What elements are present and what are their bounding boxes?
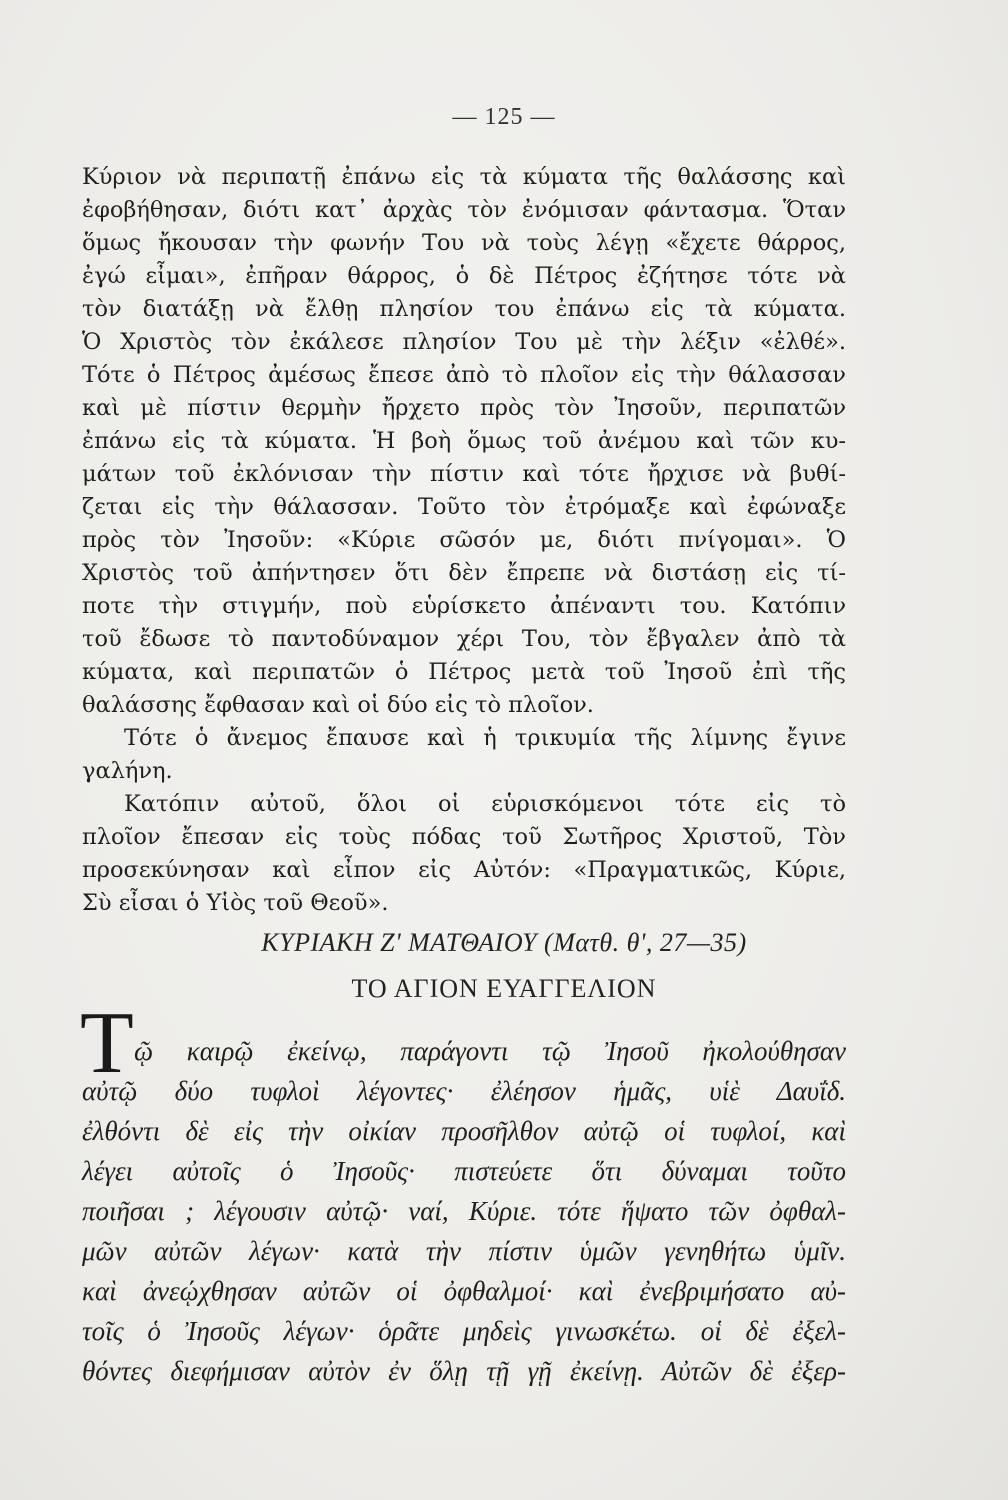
text-line: πρὸς τὸν Ἰησοῦν: «Κύριε σῶσόν με, διότι πνίγομαι». Ὁ xyxy=(82,527,846,553)
gospel-line: καὶ ἀνεῴχθησαν αὐτῶν οἱ ὀφθαλμοί· καὶ ἐνεβριμήσατο αὐ- xyxy=(82,1276,846,1306)
text-line: Τότε ὁ Πέτρος ἀμέσως ἔπεσε ἀπὸ τὸ πλοῖον εἰς τὴν θάλασσαν xyxy=(82,362,846,388)
gospel-line: ἐλθόντι δὲ εἰς τὴν οἰκίαν προσῆλθον αὐτῷ οἱ τυφλοί, καὶ xyxy=(82,1116,846,1146)
text-line: ζεται εἰς τὴν θάλασσαν. Τοῦτο τὸν ἐτρόμαξε καὶ ἐφώναξε xyxy=(82,494,846,520)
text-line: Τότε ὁ ἄνεμος ἔπαυσε καὶ ἡ τρικυμία τῆς λίμνης ἔγινε xyxy=(124,725,846,751)
text-line: θαλάσσης ἔφθασαν καὶ οἱ δύο εἰς τὸ πλοῖον. xyxy=(82,692,594,718)
text-line: τοῦ ἔδωσε τὸ παντοδύναμον χέρι Του, τὸν ἔβγαλεν ἀπὸ τὰ xyxy=(82,626,846,652)
text-line: τὸν διατάξῃ νὰ ἔλθῃ πλησίον του ἐπάνω εἰς τὰ κύματα. xyxy=(82,296,846,322)
text-line: κύματα, καὶ περιπατῶν ὁ Πέτρος μετὰ τοῦ Ἰησοῦ ἐπὶ τῆς xyxy=(82,659,846,685)
gospel-heading: ΤΟ ΑΓΙΟΝ ΕΥΑΓΓΕΛΙΟΝ xyxy=(351,974,657,1003)
text-line: προσεκύνησαν καὶ εἶπον εἰς Αὐτόν: «Πραγματικῶς, Κύριε, xyxy=(82,857,846,883)
text-line: πλοῖον ἔπεσαν εἰς τοὺς πόδας τοῦ Σωτῆρος Χριστοῦ, Τὸν xyxy=(82,824,846,850)
gospel-line: θόντες διεφήμισαν αὐτὸν ἐν ὅλῃ τῇ γῇ ἐκείνῃ. Αὐτῶν δὲ ἐξερ- xyxy=(82,1356,846,1386)
gospel-line: ῷ καιρῷ ἐκείνῳ, παράγοντι τῷ Ἰησοῦ ἠκολούθησαν xyxy=(134,1036,846,1066)
text-line: ἐγώ εἶμαι», ἐπῆραν θάρρος, ὁ δὲ Πέτρος ἐζήτησε τότε νὰ xyxy=(82,263,846,289)
gospel-line: τοῖς ὁ Ἰησοῦς λέγων· ὁρᾶτε μηδεὶς γινωσκέτω. οἱ δὲ ἐξελ- xyxy=(82,1316,846,1346)
text-line: ἐφοβήθησαν, διότι κατ᾽ ἀρχὰς τὸν ἐνόμισαν φάντασμα. Ὅταν xyxy=(82,197,846,223)
text-line: Κατόπιν αὐτοῦ, ὅλοι οἱ εὑρισκόμενοι τότε εἰς τὸ xyxy=(124,791,846,817)
text-line: Κύριον νὰ περιπατῇ ἐπάνω εἰς τὰ κύματα τῆς θαλάσσης καὶ xyxy=(82,164,846,190)
text-line: ὅμως ἤκουσαν τὴν φωνήν Του νὰ τοὺς λέγῃ «ἔχετε θάρρος, xyxy=(82,230,846,256)
gospel-line: λέγει αὐτοῖς ὁ Ἰησοῦς· πιστεύετε ὅτι δύναμαι τοῦτο xyxy=(82,1156,846,1186)
gospel-line: αὐτῷ δύο τυφλοὶ λέγοντες· ἐλέησον ἡμᾶς, υἱὲ Δαυΐδ. xyxy=(82,1076,846,1106)
drop-cap: Τ xyxy=(80,995,134,1092)
gospel-line: ποιῆσαι ; λέγουσιν αὐτῷ· ναί, Κύριε. τότε ἥψατο τῶν ὀφθαλ- xyxy=(82,1196,846,1226)
text-line: μάτων τοῦ ἐκλόνισαν τὴν πίστιν καὶ τότε ἤρχισε νὰ βυθί- xyxy=(82,461,846,487)
text-line: ποτε τὴν στιγμήν, ποὺ εὑρίσκετο ἀπέναντι του. Κατόπιν xyxy=(82,593,846,619)
gospel-line: μῶν αὐτῶν λέγων· κατὰ τὴν πίστιν ὑμῶν γενηθήτω ὑμῖν. xyxy=(82,1236,846,1266)
sunday-heading: ΚΥΡΙΑΚΗ Ζ' ΜΑΤΘΑΙΟΥ (Ματθ. θ', 27—35) xyxy=(261,928,747,957)
page-number: — 125 — xyxy=(452,104,556,130)
text-line: Ὁ Χριστὸς τὸν ἐκάλεσε πλησίον Του μὲ τὴν λέξιν «ἐλθέ». xyxy=(82,329,846,355)
text-line: γαλήνη. xyxy=(82,758,173,784)
text-line: ἐπάνω εἰς τὰ κύματα. Ἡ βοὴ ὅμως τοῦ ἀνέμου καὶ τῶν κυ- xyxy=(82,428,846,454)
text-line: Χριστὸς τοῦ ἀπήντησεν ὅτι δὲν ἔπρεπε νὰ διστάσῃ εἰς τί- xyxy=(82,560,846,586)
text-line: καὶ μὲ πίστιν θερμὴν ἤρχετο πρὸς τὸν Ἰησοῦν, περιπατῶν xyxy=(82,395,846,421)
text-line: Σὺ εἶσαι ὁ Υἱὸς τοῦ Θεοῦ». xyxy=(82,890,389,916)
